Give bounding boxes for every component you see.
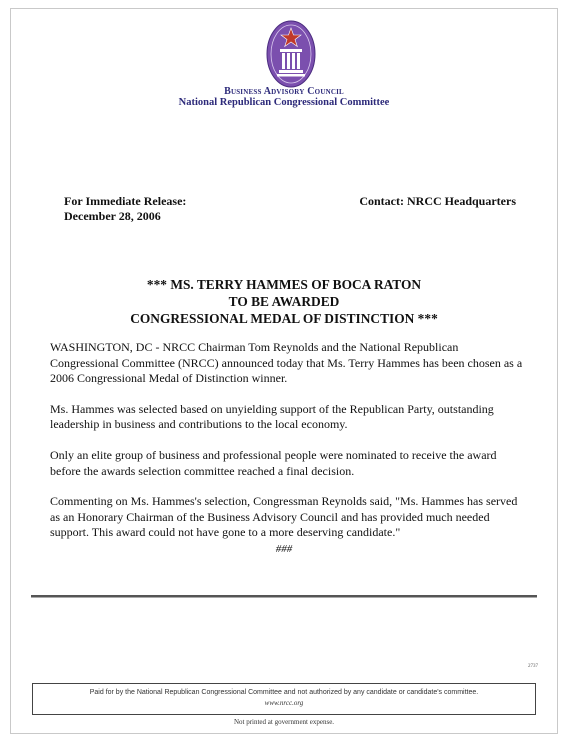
divider-rule (31, 595, 537, 598)
org-name-committee: National Republican Congressional Committee (178, 97, 390, 108)
document-code: 2737 (528, 664, 538, 669)
org-name-council: Business Advisory Council (224, 86, 344, 97)
end-mark: ### (275, 543, 293, 555)
paragraph-quote: Commenting on Ms. Hammes's selection, Congressman Reynolds said, "Ms. Hammes has served as an Honorary Chairman of the Business Advisory Council and has provided much needed support. This award could not have gone to a more deserving candidate." (50, 494, 518, 540)
paragraph-announcement: WASHINGTON, DC - NRCC Chairman Tom Reynolds and the National Republican Congressional Committee (NRCC) announced today that Ms. Terry Hammes has been chosen as a 2006 Congressional Medal of Distinction winner. (50, 340, 523, 386)
contact-info: Contact: NRCC Headquarters (359, 194, 516, 208)
headline-line-2: TO BE AWARDED (228, 294, 340, 309)
paragraph-selection: Ms. Hammes was selected based on unyielding support of the Republican Party, outstanding leadership in business and contributions to the local economy. (50, 401, 494, 432)
disclaimer-box (32, 683, 536, 715)
headline-line-1: *** MS. TERRY HAMMES OF BOCA RATON (146, 277, 422, 292)
press-release-body (50, 340, 524, 556)
headline-line-3: CONGRESSIONAL MEDAL OF DISTINCTION *** (130, 311, 438, 326)
paragraph-nomination: Only an elite group of business and professional people were nominated to receive the award before the awards selection committee reached a final decision. (50, 447, 497, 478)
capitol-column-star-seal-icon (266, 20, 316, 88)
paid-for-disclaimer: Paid for by the National Republican Congressional Committee and not authorized by any candidate or candidate's committee. (89, 689, 479, 696)
release-date: December 28, 2006 (64, 209, 161, 223)
website-link[interactable]: www.nrcc.org (264, 699, 304, 707)
release-label: For Immediate Release: (64, 194, 187, 208)
not-printed-note: Not printed at government expense. (233, 718, 335, 726)
release-info (64, 194, 186, 224)
headline (0, 276, 568, 327)
